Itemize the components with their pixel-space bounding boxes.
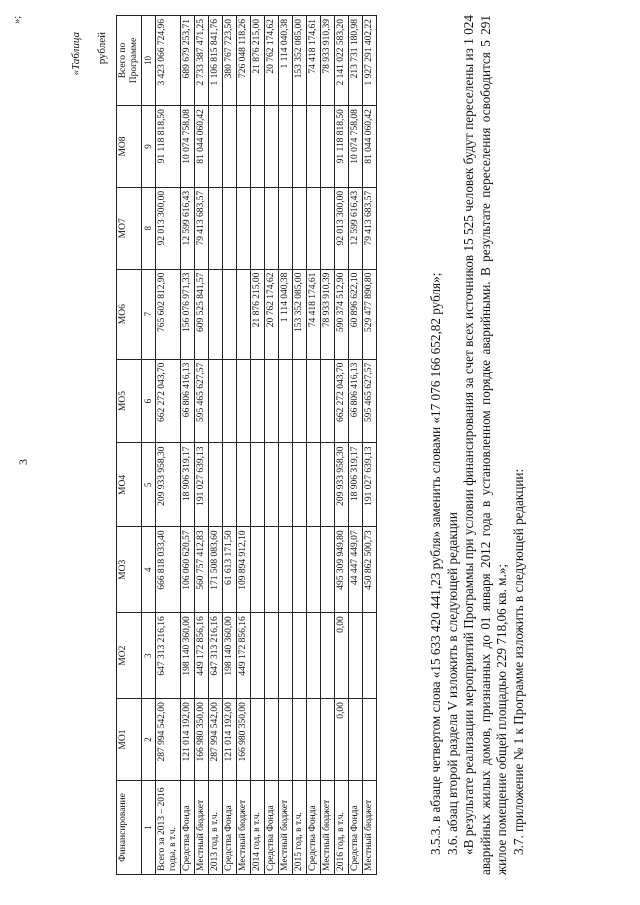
table-row — [181, 16, 195, 875]
column-index: 1 — [142, 780, 156, 874]
amount-cell — [321, 106, 335, 188]
table-row — [251, 16, 265, 875]
row-label: Местный бюджет — [237, 780, 251, 874]
amount-cell: 287 994 542,00 — [156, 699, 181, 781]
rotated-document-page — [8, 10, 628, 895]
table-row — [321, 16, 335, 875]
column-header: Всего по Программе — [117, 16, 142, 106]
amount-cell: 12 599 616,43 — [349, 187, 363, 269]
amount-cell: 495 309 949,80 — [335, 527, 349, 613]
amount-cell: 18 906 319,17 — [181, 443, 195, 527]
amount-cell — [293, 106, 307, 188]
amount-cell: 44 447 449,07 — [349, 527, 363, 613]
row-label: Местный бюджет — [279, 780, 293, 874]
amount-cell — [251, 106, 265, 188]
row-label: 2016 год, в т.ч. — [335, 780, 349, 874]
row-label: 2015 год, в т.ч. — [293, 780, 307, 874]
amount-cell: 647 313 216,16 — [156, 613, 181, 699]
amount-cell — [223, 359, 237, 443]
paragraph-3-7: 3.7. приложение № 1 к Программе изложить в следующей редакции: — [510, 468, 526, 855]
amount-cell — [293, 699, 307, 781]
column-header: МО5 — [117, 359, 142, 443]
table-row — [156, 16, 181, 875]
column-header: МО3 — [117, 527, 142, 613]
amount-cell — [265, 613, 279, 699]
amount-cell: 81 044 060,42 — [363, 106, 377, 188]
amount-cell: 726 048 118,26 — [237, 16, 251, 106]
amount-cell: 66 806 416,13 — [181, 359, 195, 443]
amount-cell — [349, 699, 363, 781]
amount-cell: 166 980 350,00 — [237, 699, 251, 781]
amount-cell: 1 114 040,38 — [279, 16, 293, 106]
amount-cell — [363, 613, 377, 699]
amount-cell: 171 508 083,60 — [209, 527, 223, 613]
closing-quote-mark: »; — [12, 16, 23, 24]
column-index: 2 — [142, 699, 156, 781]
amount-cell: 20 762 174,62 — [265, 269, 279, 359]
row-label: Местный бюджет — [321, 780, 335, 874]
amount-cell — [307, 613, 321, 699]
amount-cell: 0,00 — [335, 613, 349, 699]
amount-cell: 12 599 616,43 — [181, 187, 195, 269]
column-header: МО2 — [117, 613, 142, 699]
amount-cell — [307, 106, 321, 188]
amount-cell: 2 733 387 471,25 — [195, 16, 209, 106]
amount-cell: 2 141 022 583,20 — [335, 16, 349, 106]
amount-cell: 79 413 683,57 — [195, 187, 209, 269]
amount-cell — [251, 187, 265, 269]
amount-cell: 765 602 812,90 — [156, 269, 181, 359]
row-label: Средства Фонда — [349, 780, 363, 874]
paragraph-3-6: 3.6. абзац второй раздела V изложить в следующей редакции — [444, 512, 460, 855]
amount-cell: 20 762 174,62 — [265, 16, 279, 106]
paragraph-3-5-3: 3.5.3. в абзаце четвертом слова «15 633 420 441,23 рубля» заменить словами «17 076 166 652,82 рубля»; — [428, 272, 443, 855]
amount-cell: 1 106 815 841,76 — [209, 16, 223, 106]
amount-cell: 590 374 512,90 — [335, 269, 349, 359]
amount-cell — [265, 443, 279, 527]
amount-cell — [279, 443, 293, 527]
amount-cell: 191 027 639,13 — [195, 443, 209, 527]
amount-cell — [349, 613, 363, 699]
amount-cell — [251, 527, 265, 613]
amount-cell — [279, 699, 293, 781]
amount-cell: 91 118 818,50 — [156, 106, 181, 188]
table-header-row — [117, 16, 142, 875]
amount-cell: 0,00 — [335, 699, 349, 781]
row-label: Местный бюджет — [363, 780, 377, 874]
column-index: 7 — [142, 269, 156, 359]
amount-cell: 153 352 085,00 — [293, 269, 307, 359]
amount-cell: 209 933 958,30 — [156, 443, 181, 527]
amount-cell: 449 172 856,16 — [195, 613, 209, 699]
table-row — [265, 16, 279, 875]
amount-cell — [307, 359, 321, 443]
row-label: Средства Фонда — [265, 780, 279, 874]
table-row — [363, 16, 377, 875]
column-index: 8 — [142, 187, 156, 269]
row-label: Средства Фонда — [223, 780, 237, 874]
row-label: 2013 год, в т.ч. — [209, 780, 223, 874]
table-row — [237, 16, 251, 875]
amount-cell: 595 465 627,57 — [195, 359, 209, 443]
amount-cell — [223, 187, 237, 269]
table-row — [293, 16, 307, 875]
row-label: Местный бюджет — [195, 780, 209, 874]
amount-cell — [307, 699, 321, 781]
amount-cell: 560 757 412,83 — [195, 527, 209, 613]
amount-cell — [363, 699, 377, 781]
amount-cell: 10 074 758,08 — [181, 106, 195, 188]
amount-cell — [251, 699, 265, 781]
amount-cell: 78 933 910,39 — [321, 16, 335, 106]
amount-cell — [265, 699, 279, 781]
column-header: МО7 — [117, 187, 142, 269]
amount-cell: 213 731 180,98 — [349, 16, 363, 106]
paragraph-quote: «В результате реализации мероприятий Программы при условии финансирования за счет всех источников 15 525 человек будут переселены из 1 024 аварийных жилых домов, признанных до 01 января 2012 года в установленном порядке аварийными. В результате переселения освободится 5 291 жилое помещение общей площадью 229 718,06 кв. м.»; — [461, 15, 509, 875]
amount-cell: 61 613 171,50 — [223, 527, 237, 613]
amount-cell — [237, 106, 251, 188]
amount-cell — [293, 443, 307, 527]
amount-cell — [237, 187, 251, 269]
amount-cell — [265, 359, 279, 443]
amount-cell: 18 906 319,17 — [349, 443, 363, 527]
amount-cell — [279, 527, 293, 613]
column-index: 6 — [142, 359, 156, 443]
amount-cell: 647 313 216,16 — [209, 613, 223, 699]
amount-cell — [237, 359, 251, 443]
amount-cell: 609 525 841,57 — [195, 269, 209, 359]
amount-cell: 198 140 360,00 — [181, 613, 195, 699]
amount-cell: 21 876 215,00 — [251, 16, 265, 106]
amount-cell — [265, 527, 279, 613]
amount-cell — [251, 359, 265, 443]
amount-cell — [209, 269, 223, 359]
amount-cell: 380 767 723,50 — [223, 16, 237, 106]
table-caption: «Таблица — [70, 32, 82, 76]
amount-cell: 21 876 215,00 — [251, 269, 265, 359]
amount-cell — [321, 443, 335, 527]
amount-cell — [237, 269, 251, 359]
amount-cell: 595 465 627,57 — [363, 359, 377, 443]
amount-cell — [209, 443, 223, 527]
amount-cell — [321, 359, 335, 443]
amount-cell: 662 272 043,70 — [335, 359, 349, 443]
column-index: 9 — [142, 106, 156, 188]
amount-cell — [293, 187, 307, 269]
row-label: Всего за 2013 – 2016 годы, в т.ч. — [156, 780, 181, 874]
amount-cell: 3 423 066 724,96 — [156, 16, 181, 106]
column-header: МО6 — [117, 269, 142, 359]
amount-cell — [293, 613, 307, 699]
amount-cell — [307, 443, 321, 527]
column-header: МО4 — [117, 443, 142, 527]
amount-cell: 662 272 043,70 — [156, 359, 181, 443]
amount-cell: 1 927 291 402,22 — [363, 16, 377, 106]
amount-cell — [307, 527, 321, 613]
amount-cell: 92 013 300,00 — [335, 187, 349, 269]
amount-cell: 78 933 910,39 — [321, 269, 335, 359]
table-row — [195, 16, 209, 875]
amount-cell — [265, 187, 279, 269]
amount-cell — [279, 359, 293, 443]
amount-cell: 689 679 253,71 — [181, 16, 195, 106]
amount-cell — [279, 106, 293, 188]
column-header: Финансирование — [117, 780, 142, 874]
amount-cell: 74 418 174,61 — [307, 16, 321, 106]
amount-cell — [237, 443, 251, 527]
amount-cell — [223, 443, 237, 527]
amount-cell: 74 418 174,61 — [307, 269, 321, 359]
amount-cell — [251, 443, 265, 527]
page-number: 3 — [16, 459, 30, 465]
amount-cell: 166 980 350,00 — [195, 699, 209, 781]
amount-cell — [223, 269, 237, 359]
column-index: 3 — [142, 613, 156, 699]
amount-cell: 449 172 856,16 — [237, 613, 251, 699]
column-index: 4 — [142, 527, 156, 613]
amount-cell: 60 896 622,10 — [349, 269, 363, 359]
amount-cell — [293, 527, 307, 613]
amount-cell: 287 994 542,00 — [209, 699, 223, 781]
amount-cell: 156 076 971,33 — [181, 269, 195, 359]
column-index: 5 — [142, 443, 156, 527]
amount-cell — [321, 699, 335, 781]
amount-cell: 121 014 192,00 — [223, 699, 237, 781]
amount-cell: 1 114 040,38 — [279, 269, 293, 359]
amount-cell: 91 118 818,50 — [335, 106, 349, 188]
table-row — [349, 16, 363, 875]
amount-cell — [321, 527, 335, 613]
table-row — [307, 16, 321, 875]
amount-cell: 81 044 060,42 — [195, 106, 209, 188]
amount-cell — [279, 613, 293, 699]
amount-cell — [223, 106, 237, 188]
column-header: МО8 — [117, 106, 142, 188]
amount-cell: 106 060 620,57 — [181, 527, 195, 613]
amount-cell: 529 477 890,80 — [363, 269, 377, 359]
amount-cell — [307, 187, 321, 269]
amount-cell: 79 413 683,57 — [363, 187, 377, 269]
table-row — [279, 16, 293, 875]
row-label: Средства Фонда — [181, 780, 195, 874]
row-label: Средства Фонда — [307, 780, 321, 874]
amount-cell: 109 894 912,10 — [237, 527, 251, 613]
amount-cell: 121 014 192,00 — [181, 699, 195, 781]
amount-cell: 153 352 085,00 — [293, 16, 307, 106]
amount-cell — [321, 613, 335, 699]
table-row — [223, 16, 237, 875]
amount-cell: 92 013 300,00 — [156, 187, 181, 269]
units-label: рублей — [96, 32, 108, 65]
amount-cell — [209, 106, 223, 188]
amount-cell: 10 074 758,08 — [349, 106, 363, 188]
column-index: 10 — [142, 16, 156, 106]
amount-cell — [251, 613, 265, 699]
amount-cell — [209, 187, 223, 269]
amount-cell — [279, 187, 293, 269]
amount-cell: 209 933 958,30 — [335, 443, 349, 527]
amount-cell — [265, 106, 279, 188]
amount-cell — [209, 359, 223, 443]
amount-cell: 198 140 360,00 — [223, 613, 237, 699]
financing-table — [116, 15, 377, 875]
amount-cell: 66 806 416,13 — [349, 359, 363, 443]
table-row — [335, 16, 349, 875]
row-label: 2014 год, в т.ч. — [251, 780, 265, 874]
table-row — [209, 16, 223, 875]
amendment-text — [428, 15, 527, 875]
column-header: МО1 — [117, 699, 142, 781]
amount-cell: 450 862 500,73 — [363, 527, 377, 613]
amount-cell — [293, 359, 307, 443]
amount-cell: 191 027 639,13 — [363, 443, 377, 527]
amount-cell — [321, 187, 335, 269]
amount-cell: 666 818 033,40 — [156, 527, 181, 613]
column-index-row — [142, 16, 156, 875]
